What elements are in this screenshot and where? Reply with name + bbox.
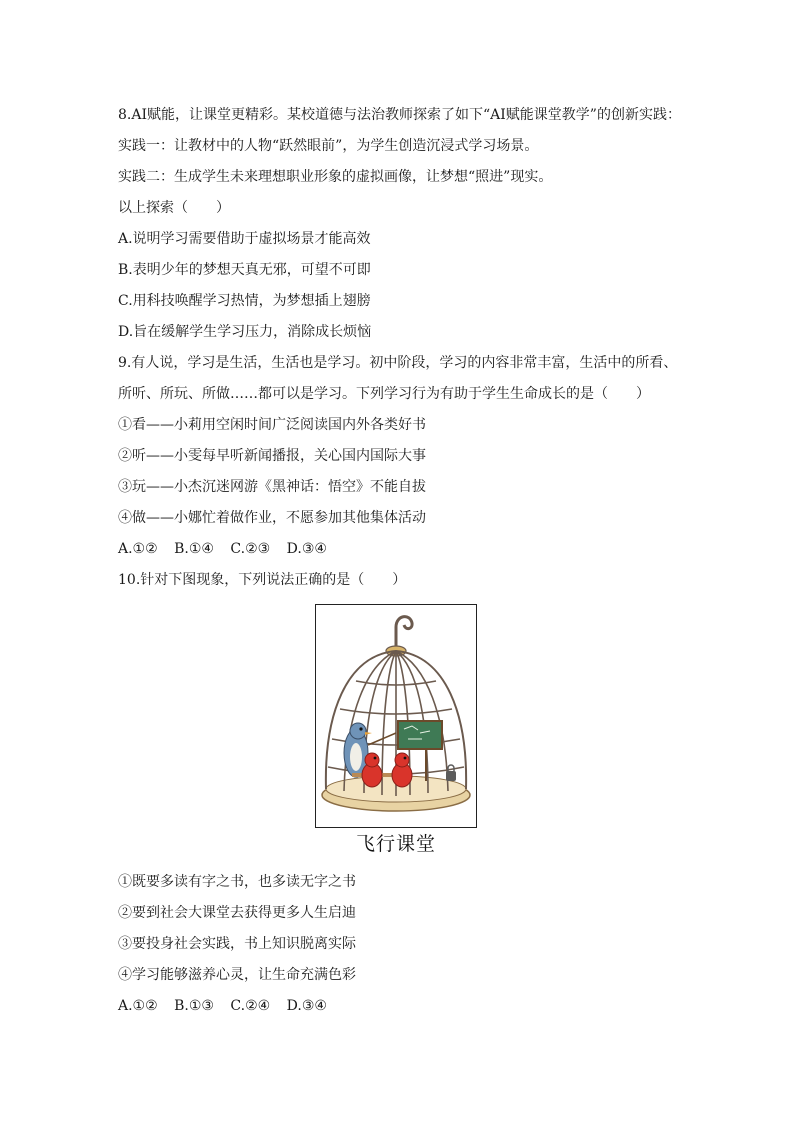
q9-choice-c: C.②③ xyxy=(230,541,271,557)
q10-item-1: ①既要多读有字之书，也多读无字之书 xyxy=(118,874,356,890)
q10-choice-a: A.①② xyxy=(118,998,158,1014)
q10-choice-c: C.②④ xyxy=(230,998,271,1014)
cage-hook xyxy=(396,617,412,647)
q8-practice-2: 实践二：生成学生未来理想职业形象的虚拟画像，让梦想“照进”现实。 xyxy=(118,169,553,185)
q9-choices xyxy=(118,540,339,558)
student-bird-1-head xyxy=(365,753,379,767)
blackboard xyxy=(398,721,442,749)
student-bird-2-eye xyxy=(404,757,407,760)
q10-item-2: ②要到社会大课堂去获得更多人生启迪 xyxy=(118,905,356,921)
q10-choice-b: B.①③ xyxy=(174,998,214,1014)
q8-option-a: A.说明学习需要借助于虚拟场景才能高效 xyxy=(118,231,371,247)
teacher-bird-eye xyxy=(359,727,362,730)
q8-stem: 8.AI赋能，让课堂更精彩。某校道德与法治教师探索了如下“AI赋能课堂教学”的创新实践： xyxy=(118,107,681,123)
q10-choices xyxy=(118,997,339,1015)
q9-item-3: ③玩——小杰沉迷网游《黑神话：悟空》不能自拔 xyxy=(118,479,426,495)
pointer-stick xyxy=(368,733,396,745)
student-bird-2-head xyxy=(395,753,409,767)
teacher-bird-head xyxy=(350,723,366,739)
q9-item-1: ①看——小莉用空闲时间广泛阅读国内外各类好书 xyxy=(118,417,426,433)
q9-choice-b: B.①④ xyxy=(174,541,214,557)
q8-option-b: B.表明少年的梦想天真无邪，可望不可即 xyxy=(118,262,371,278)
lock-icon xyxy=(446,771,456,781)
q8-option-d: D.旨在缓解学生学习压力，消除成长烦恼 xyxy=(118,324,372,340)
q8-option-c: C.用科技唤醒学习热情，为梦想插上翅膀 xyxy=(118,293,371,309)
q10-choice-d: D.③④ xyxy=(286,998,327,1014)
teacher-bird-belly xyxy=(350,743,362,771)
birdcage-illustration xyxy=(315,604,477,828)
q10-stem: 10.针对下图现象，下列说法正确的是（ ） xyxy=(118,572,407,588)
q9-choice-d: D.③④ xyxy=(286,541,327,557)
q9-choice-a: A.①② xyxy=(118,541,158,557)
q9-stem-line-2: 所听、所玩、所做……都可以是学习。下列学习行为有助于学生生命成长的是（ ） xyxy=(118,386,650,402)
birdcage-drawing xyxy=(316,605,475,826)
q8-practice-1: 实践一：让教材中的人物“跃然眼前”，为学生创造沉浸式学习场景。 xyxy=(118,138,539,154)
q9-item-4: ④做——小娜忙着做作业，不愿参加其他集体活动 xyxy=(118,510,426,526)
teacher-bird-beak xyxy=(365,732,372,735)
q8-prompt: 以上探索（ ） xyxy=(118,200,230,216)
q9-stem-line-1: 9.有人说，学习是生活，生活也是学习。初中阶段，学习的内容非常丰富，生活中的所看、 xyxy=(118,355,678,371)
q9-item-2: ②听——小雯每早听新闻播报，关心国内国际大事 xyxy=(118,448,426,464)
q10-item-4: ④学习能够滋养心灵，让生命充满色彩 xyxy=(118,967,356,983)
figure-caption: 飞行课堂 xyxy=(355,833,436,855)
student-bird-1-eye xyxy=(374,757,377,760)
q10-item-3: ③要投身社会实践，书上知识脱离实际 xyxy=(118,936,356,952)
